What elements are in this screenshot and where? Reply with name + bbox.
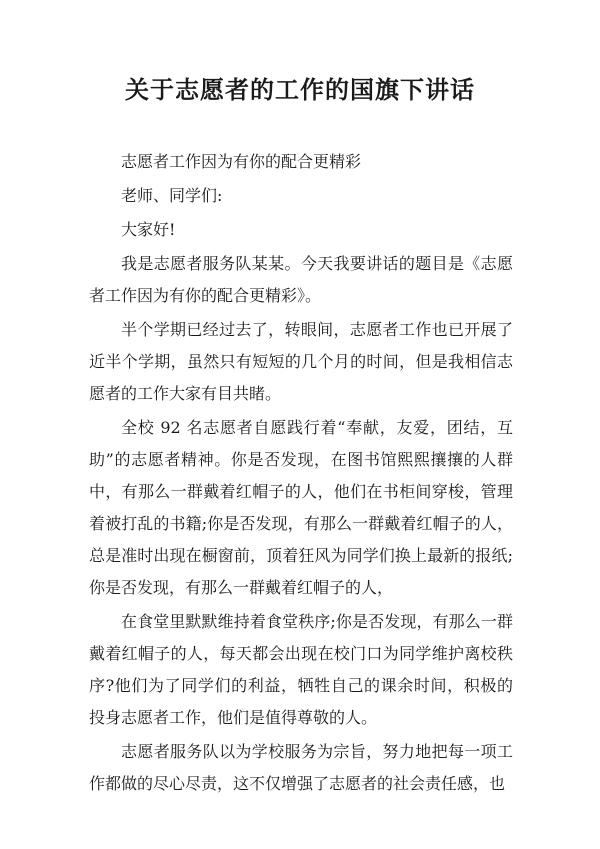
paragraph-cafeteria: 在食堂里默默维持着食堂秩序;你是否发现，有那么一群戴着红帽子的人，每天都会出现在校门口为同学维护离校秩序?他们为了同学们的利益，牺牲自己的课余时间，积极的投身志愿者工作，他们是值得尊敬的人。 xyxy=(89,612,513,727)
paragraph-subtitle: 志愿者工作因为有你的配合更精彩 xyxy=(121,152,362,171)
document-title: 关于志愿者的工作的国旗下讲话 xyxy=(125,75,475,104)
document-body xyxy=(89,146,513,800)
paragraph-spirit: 全校 92 名志愿者自愿践行着“奉献，友爱，团结，互助”的志愿者精神。你是否发现，在图书馆熙熙攘攘的人群中，有那么一群戴着红帽子的人，他们在书柜间穿梭，管理着被打乱的书籍;你是否发现，有那么一群戴着红帽子的人，总是准时出现在橱窗前，顶着狂风为同学们换上最新的报纸;你是否发现，有那么一群戴着红帽子的人， xyxy=(89,418,513,597)
paragraph-semester: 半个学期已经过去了，转眼间，志愿者工作也已开展了近半个学期，虽然只有短短的几个月的时间，但是我相信志愿者的工作大家有目共睹。 xyxy=(89,320,513,403)
paragraph-intro: 我是志愿者服务队某某。今天我要讲话的题目是《志愿者工作因为有你的配合更精彩》。 xyxy=(89,254,513,305)
paragraph-service: 志愿者服务队以为学校服务为宗旨，努力地把每一项工作都做的尽心尽责，这不仅增强了志愿者的社会责任感，也 xyxy=(89,742,513,793)
paragraph-greeting: 大家好! xyxy=(121,220,176,239)
paragraph-salutation: 老师、同学们: xyxy=(121,186,223,205)
